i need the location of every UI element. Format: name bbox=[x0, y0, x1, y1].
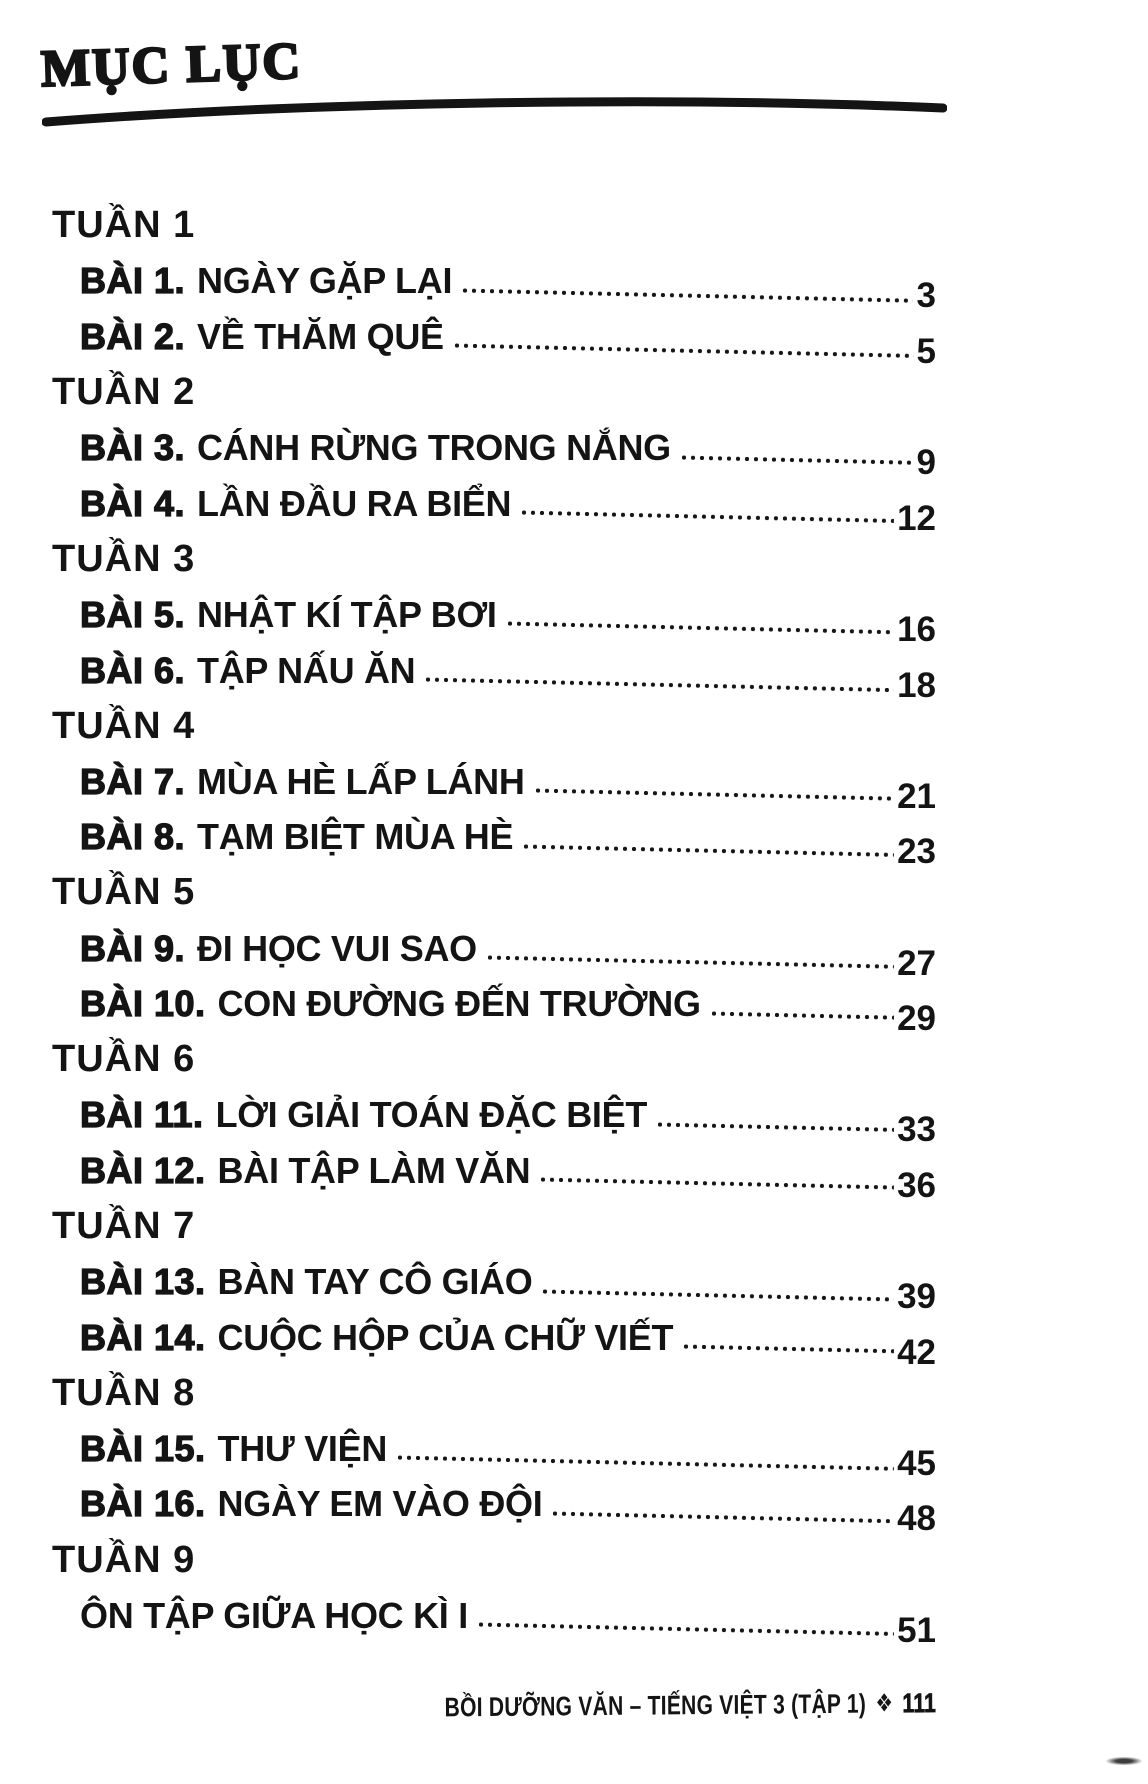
toc-entry-page: 29 bbox=[897, 999, 936, 1039]
footer-book-title: BỒI DƯỠNG VĂN – TIẾNG VIỆT 3 (TẬP 1) bbox=[444, 1688, 867, 1723]
header-rule bbox=[42, 92, 947, 132]
toc-entry-label: BÀI 16. bbox=[80, 1483, 206, 1525]
toc-week-heading bbox=[0, 532, 1148, 588]
page-footer bbox=[445, 1688, 937, 1723]
toc-entry bbox=[0, 587, 1148, 649]
toc-entry-title: BÀN TAY CÔ GIÁO bbox=[217, 1261, 533, 1303]
toc-entry-label: BÀI 2. bbox=[80, 315, 186, 357]
dot-leader bbox=[462, 287, 913, 304]
toc-entry-title: CUỘC HỘP CỦA CHỮ VIẾT bbox=[217, 1316, 674, 1358]
toc-entry bbox=[0, 921, 1148, 983]
toc-entry-page: 23 bbox=[897, 832, 936, 872]
dot-leader bbox=[683, 1343, 894, 1355]
toc-week-heading-label: TUẦN 3 bbox=[52, 537, 196, 580]
toc-week-heading-label: TUẦN 5 bbox=[52, 871, 196, 914]
toc-week-heading bbox=[0, 1032, 1148, 1088]
page-title: MỤC LỤC bbox=[40, 32, 303, 99]
toc-entry-page: 33 bbox=[897, 1110, 936, 1150]
toc-entry bbox=[0, 1421, 1148, 1483]
toc-week-heading-label: TUẦN 2 bbox=[52, 371, 196, 414]
toc-entry-page: 48 bbox=[897, 1499, 936, 1539]
toc-entry-label: BÀI 9. bbox=[80, 927, 186, 969]
toc-entry-title: LỜI GIẢI TOÁN ĐẶC BIỆT bbox=[215, 1094, 648, 1136]
toc-entry bbox=[0, 643, 1148, 705]
toc-entry-page: 9 bbox=[916, 443, 936, 483]
toc-week-heading-label: TUẦN 8 bbox=[52, 1371, 196, 1414]
toc-entry-label: BÀI 10. bbox=[80, 983, 206, 1025]
toc-entry bbox=[0, 309, 1148, 371]
dot-leader bbox=[523, 843, 894, 858]
toc-entry-page: 21 bbox=[897, 776, 936, 816]
toc-week-heading bbox=[0, 365, 1148, 421]
toc-entry-title: TẠM BIỆT MÙA HÈ bbox=[197, 816, 514, 858]
dot-leader bbox=[711, 1010, 894, 1021]
dot-leader bbox=[454, 342, 914, 359]
scan-artifact bbox=[1098, 1756, 1148, 1768]
toc-entry-page: 16 bbox=[897, 609, 936, 649]
toc-week-heading-label: TUẦN 6 bbox=[52, 1038, 196, 1081]
toc-entry bbox=[0, 1477, 1148, 1539]
footer-page-number: 111 bbox=[902, 1688, 937, 1719]
toc-entry-label: BÀI 7. bbox=[80, 760, 186, 802]
toc-entry-label: BÀI 5. bbox=[80, 593, 186, 635]
toc-entry-title: CÁNH RỪNG TRONG NẮNG bbox=[197, 427, 671, 469]
toc-entry-label: BÀI 13. bbox=[80, 1261, 206, 1303]
toc-week-heading bbox=[0, 1532, 1148, 1588]
toc-entry-page: 18 bbox=[897, 665, 936, 705]
dot-leader bbox=[552, 1510, 894, 1525]
toc-entry-page: 39 bbox=[897, 1277, 936, 1317]
dot-leader bbox=[425, 676, 894, 694]
toc-entry-page: 36 bbox=[897, 1165, 936, 1205]
toc-entry bbox=[0, 1088, 1148, 1150]
toc-week-heading bbox=[0, 698, 1148, 754]
toc-entry bbox=[0, 476, 1148, 538]
toc-entry-page: 42 bbox=[897, 1332, 936, 1372]
table-of-contents bbox=[0, 198, 1148, 1650]
toc-entry bbox=[0, 254, 1148, 316]
toc-entry-title: ĐI HỌC VUI SAO bbox=[197, 927, 477, 969]
toc-entry-title: MÙA HÈ LẤP LÁNH bbox=[197, 760, 525, 802]
toc-entry bbox=[0, 1310, 1148, 1372]
toc-entry bbox=[0, 1254, 1148, 1317]
toc-entry-title: THƯ VIỆN bbox=[217, 1427, 388, 1469]
toc-entry-page: 45 bbox=[897, 1443, 936, 1483]
toc-entry-label: BÀI 15. bbox=[80, 1427, 206, 1469]
toc-entry-title: CON ĐƯỜNG ĐẾN TRƯỜNG bbox=[217, 983, 701, 1025]
diamond-icon: ❖ bbox=[875, 1689, 894, 1718]
toc-entry-page: 5 bbox=[916, 331, 936, 371]
toc-entry-label: BÀI 11. bbox=[80, 1094, 204, 1136]
toc-entry-label: BÀI 4. bbox=[80, 482, 186, 524]
toc-entry-title: VỀ THĂM QUÊ bbox=[197, 315, 444, 357]
dot-leader bbox=[657, 1121, 894, 1133]
dot-leader bbox=[521, 509, 894, 524]
toc-entry bbox=[0, 420, 1148, 483]
toc-entry-title: NGÀY EM VÀO ĐỘI bbox=[217, 1483, 543, 1525]
dot-leader bbox=[542, 1288, 894, 1303]
toc-entry-label: BÀI 8. bbox=[80, 816, 186, 858]
dot-leader bbox=[540, 1176, 894, 1191]
toc-entry-label: BÀI 12. bbox=[80, 1149, 206, 1191]
toc-entry-label: BÀI 3. bbox=[80, 427, 186, 469]
toc-week-heading bbox=[0, 1199, 1148, 1255]
page-header bbox=[40, 32, 1108, 99]
dot-leader bbox=[681, 454, 914, 466]
toc-week-heading-label: TUẦN 9 bbox=[52, 1538, 196, 1581]
toc-entry bbox=[0, 810, 1148, 872]
toc-entry-title: BÀI TẬP LÀM VĂN bbox=[217, 1149, 531, 1191]
toc-entry bbox=[0, 976, 1148, 1039]
dot-leader bbox=[397, 1454, 894, 1472]
toc-entry-title: TẬP NẤU ĂN bbox=[197, 649, 416, 691]
toc-entry-page: 27 bbox=[897, 943, 936, 983]
dot-leader bbox=[487, 954, 894, 970]
toc-entry bbox=[0, 1143, 1148, 1205]
toc-entry-title: LẦN ĐẦU RA BIỂN bbox=[197, 482, 512, 524]
toc-entry bbox=[0, 1588, 1148, 1650]
dot-leader bbox=[534, 787, 894, 802]
toc-entry bbox=[0, 754, 1148, 816]
dot-leader bbox=[478, 1621, 894, 1637]
toc-entry-title: NHẬT KÍ TẬP BƠI bbox=[197, 593, 497, 635]
toc-entry-page: 51 bbox=[897, 1610, 936, 1650]
toc-week-heading-label: TUẦN 4 bbox=[52, 704, 196, 747]
toc-entry-title: ÔN TẬP GIỮA HỌC KÌ I bbox=[80, 1594, 468, 1636]
toc-week-heading bbox=[0, 198, 1148, 254]
toc-entry-label: BÀI 14. bbox=[80, 1316, 206, 1358]
toc-week-heading bbox=[0, 865, 1148, 921]
toc-week-heading-label: TUẦN 1 bbox=[52, 204, 196, 247]
toc-entry-label: BÀI 1. bbox=[80, 260, 186, 302]
toc-entry-title: NGÀY GẶP LẠI bbox=[197, 260, 453, 302]
toc-week-heading bbox=[0, 1365, 1148, 1421]
toc-entry-page: 3 bbox=[916, 276, 936, 316]
toc-entry-label: BÀI 6. bbox=[80, 649, 186, 691]
toc-week-heading-label: TUẦN 7 bbox=[52, 1204, 196, 1247]
toc-entry-page: 12 bbox=[897, 498, 936, 538]
dot-leader bbox=[507, 620, 895, 636]
